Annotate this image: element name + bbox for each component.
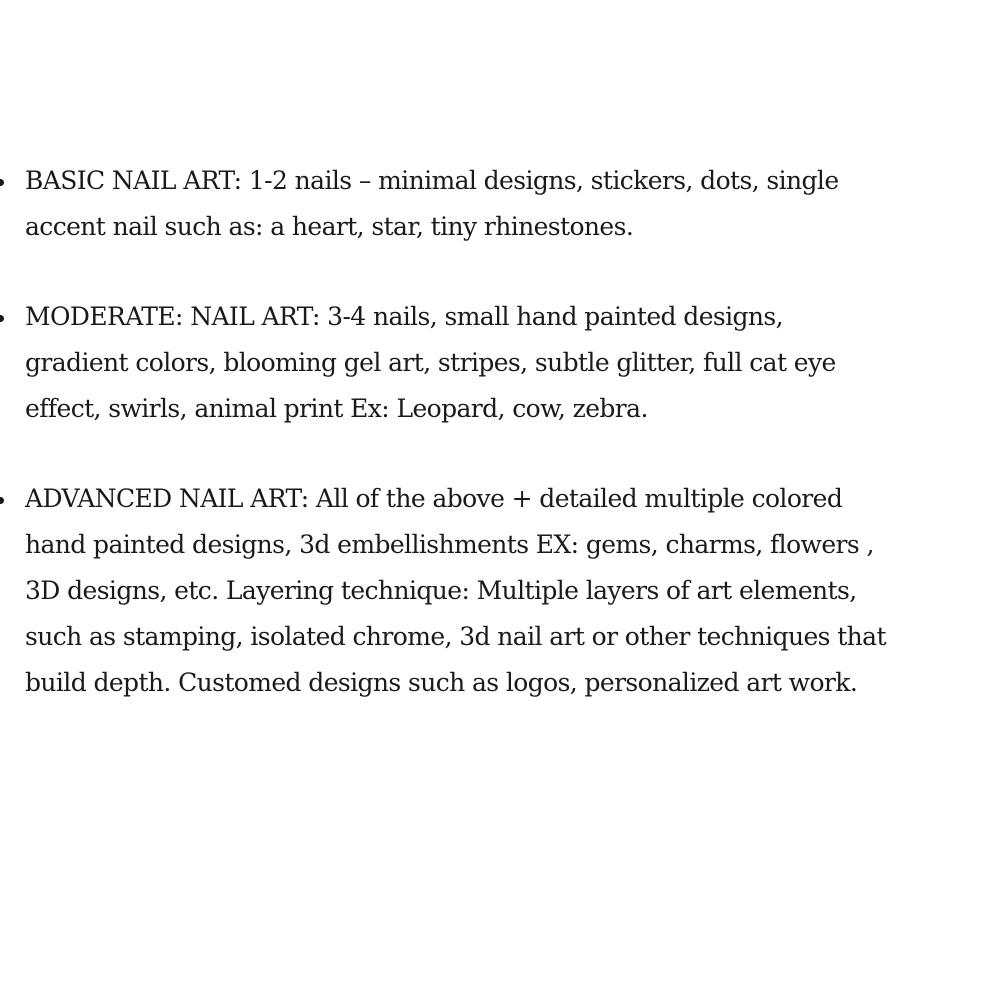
tier-basic	[0, 158, 1000, 250]
tier-text-line: 3D designs, etc. Layering technique: Multiple layers of art elements,	[25, 576, 857, 605]
tier-text-line: ADVANCED NAIL ART: All of the above + detailed multiple colored	[25, 484, 843, 513]
tier-text-line: gradient colors, blooming gel art, stripes, subtle glitter, full cat eye	[25, 348, 836, 377]
tier-moderate	[0, 294, 1000, 432]
tier-text-line: such as stamping, isolated chrome, 3d nail art or other techniques that	[25, 622, 886, 651]
tier-text-line: accent nail such as: a heart, star, tiny rhinestones.	[25, 212, 634, 241]
bullet-icon	[0, 315, 4, 322]
bullet-icon	[0, 179, 4, 186]
tier-advanced	[0, 476, 1000, 706]
tier-text-line: MODERATE: NAIL ART: 3-4 nails, small hand painted designs,	[25, 302, 783, 331]
tier-text-line: build depth. Customed designs such as logos, personalized art work.	[25, 668, 858, 697]
bullet-icon	[0, 497, 4, 504]
tier-text-line: BASIC NAIL ART: 1-2 nails – minimal designs, stickers, dots, single	[25, 166, 839, 195]
tier-text-line: effect, swirls, animal print Ex: Leopard, cow, zebra.	[25, 394, 648, 423]
tier-text-line: hand painted designs, 3d embellishments EX: gems, charms, flowers ,	[25, 530, 874, 559]
nail-art-tier-list	[0, 158, 1000, 750]
